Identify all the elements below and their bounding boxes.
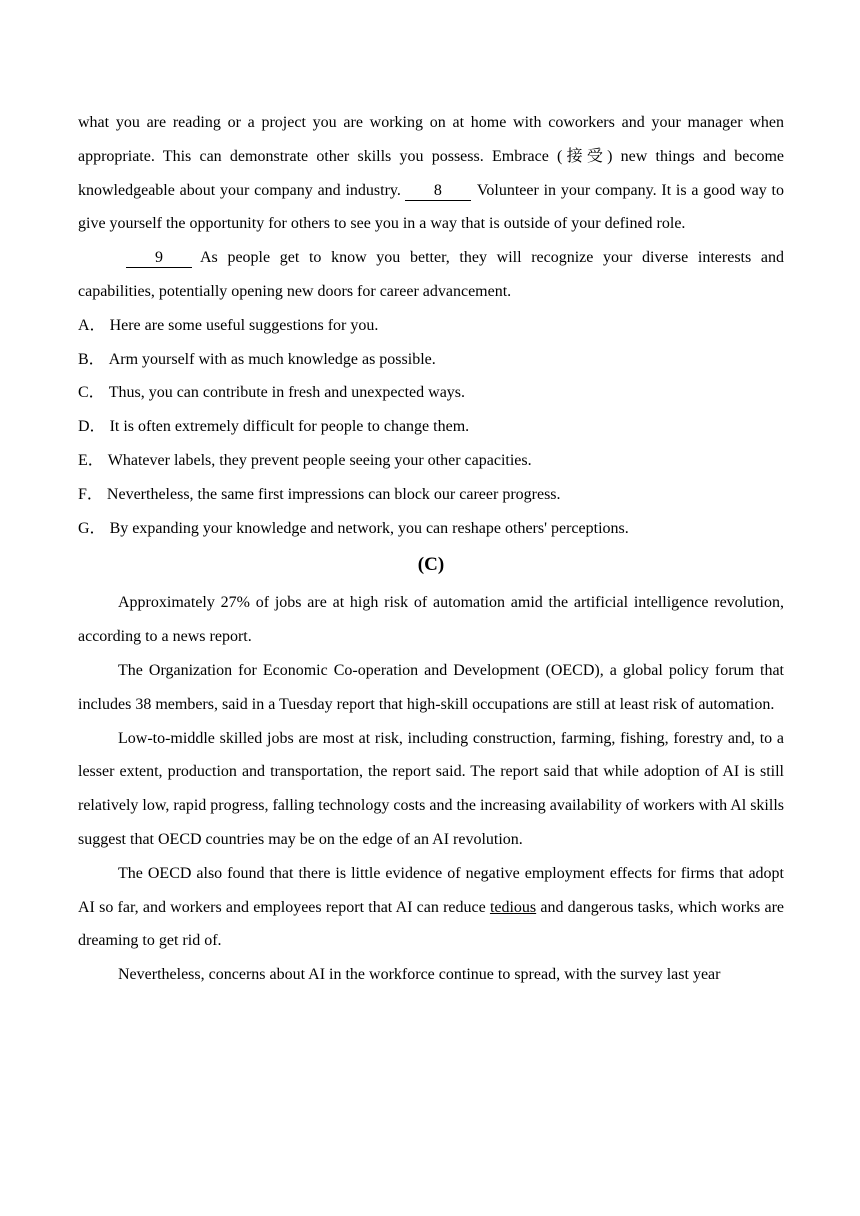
passage-b-text-2: Volunteer in your company. It is a good way to give yourself the opportunity for others to see you in a way that is outside of your defined role. <box>78 181 784 233</box>
option-letter: A． <box>78 316 106 334</box>
option-letter: G． <box>78 519 106 537</box>
option-b <box>78 343 784 377</box>
option-text: By expanding your knowledge and network, you can reshape others' perceptions. <box>109 519 629 537</box>
passage-b-text-3: As people get to know you better, they will recognize your diverse interests and capabilities, potentially opening new doors for career advancement. <box>78 249 784 300</box>
option-text: Here are some useful suggestions for you. <box>109 316 379 334</box>
option-f <box>78 478 784 512</box>
section-c-paragraph-5: Nevertheless, concerns about AI in the workforce continue to spread, with the survey last year <box>118 966 721 984</box>
passage-b-paragraph-2 <box>78 241 784 309</box>
option-letter: D． <box>78 418 106 436</box>
option-c <box>78 376 784 410</box>
section-c-paragraph-1: Approximately 27% of jobs are at high risk of automation amid the artificial intelligence revolution, according to a news report. <box>78 594 784 646</box>
option-letter: C． <box>78 384 105 402</box>
option-letter: B． <box>78 350 105 368</box>
option-text: Nevertheless, the same first impressions can block our career progress. <box>106 485 561 503</box>
passage-b-text-1: what you are reading or a project you are working on at home with coworkers and your manager when appropriate. This can demonstrate other skills you possess. Embrace (接受) new things and become knowledgeable about your company and industry. <box>78 114 784 199</box>
option-letter: F． <box>78 485 103 503</box>
section-c-paragraph-4 <box>78 857 784 958</box>
option-g <box>78 512 784 546</box>
option-e <box>78 444 784 478</box>
option-d <box>78 410 784 444</box>
options-list <box>78 309 784 546</box>
section-c-text-4a: The OECD also found that there is little evidence of negative employment effects for firms that adopt AI so far, and workers and employees report that AI can reduce <box>78 864 784 916</box>
option-a <box>78 309 784 343</box>
section-c-text-4b: and dangerous tasks, which works are dreaming to get rid of. <box>78 898 785 950</box>
blank-9: 9 <box>126 249 192 268</box>
section-c-paragraph-3: Low-to-middle skilled jobs are most at risk, including construction, farming, fishing, forestry and, to a lesser extent, production and transportation, the report said. The report said that while adoption of AI is still relatively low, rapid progress, falling technology costs and the increasing availability of workers with Al skills suggest that OECD countries may be on the edge of an AI revolution. <box>78 729 784 848</box>
option-letter: E． <box>78 451 104 469</box>
blank-8: 8 <box>405 182 471 201</box>
section-c-title: (C) <box>417 554 445 576</box>
underlined-word: tedious <box>489 898 537 916</box>
option-text: Thus, you can contribute in fresh and unexpected ways. <box>108 384 466 402</box>
option-text: Arm yourself with as much knowledge as possible. <box>108 350 436 368</box>
option-text: It is often extremely difficult for people to change them. <box>109 418 470 436</box>
passage-b-paragraph-1 <box>78 106 784 241</box>
section-c-paragraph-2: The Organization for Economic Co-operation and Development (OECD), a global policy forum that includes 38 members, said in a Tuesday report that high-skill occupations are still at least risk of automation. <box>78 661 784 713</box>
option-text: Whatever labels, they prevent people seeing your other capacities. <box>107 451 532 469</box>
